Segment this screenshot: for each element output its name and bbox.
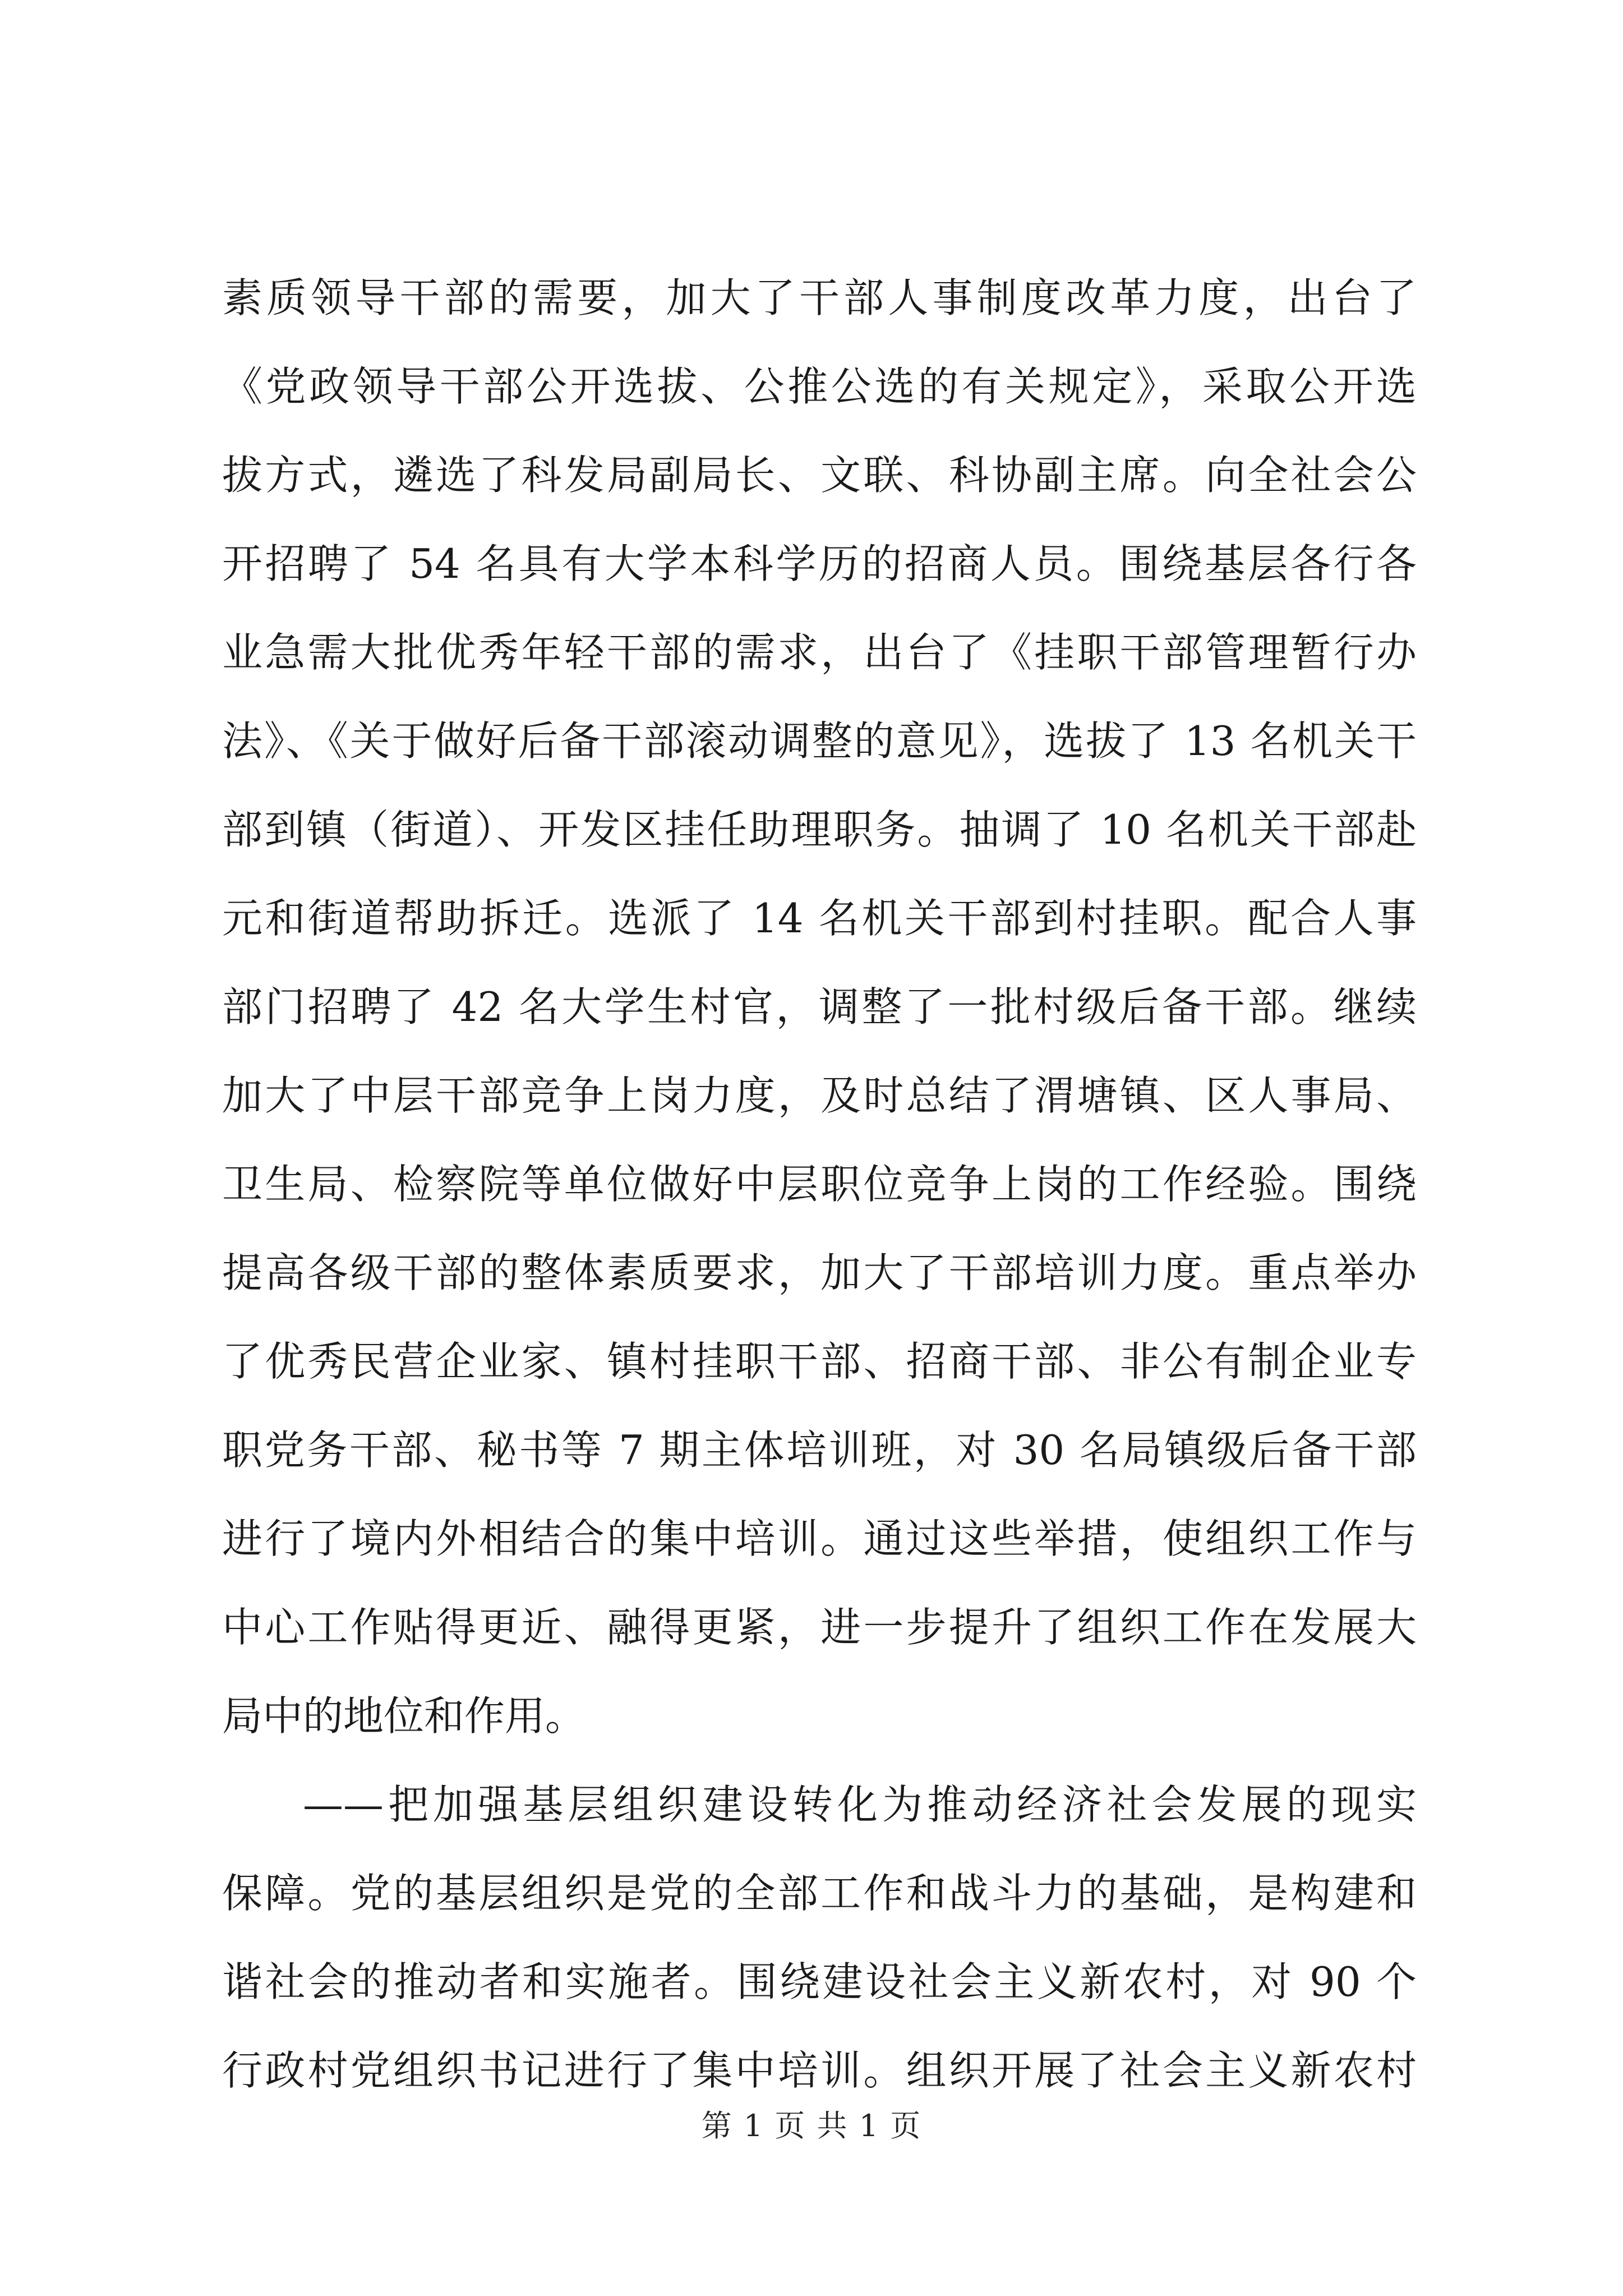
text-line: 《党政领导干部公开选拔、公推公选的有关规定》，采取公开选 [222,363,1417,410]
text-line: 保障。党的基层组织是党的全部工作和战斗力的基础，是构建和 [222,1870,1417,1917]
text-line: 元和街道帮助拆迁。选派了 14 名机关干部到村挂职。配合人事 [222,895,1417,942]
paragraph-2 [222,1760,1417,2115]
text-line: 素质领导干部的需要，加大了干部人事制度改革力度，出台了 [222,274,1417,321]
text-line: 中心工作贴得更近、融得更紧，进一步提升了组织工作在发展大 [222,1604,1417,1651]
text-line: 提高各级干部的整体素质要求，加大了干部培训力度。重点举办 [222,1249,1417,1296]
text-line: 拔方式，遴选了科发局副局长、文联、科协副主席。向全社会公 [222,452,1417,499]
text-line: 部门招聘了 42 名大学生村官，调整了一批村级后备干部。继续 [222,983,1417,1030]
text-line: 了优秀民营企业家、镇村挂职干部、招商干部、非公有制企业专 [222,1338,1417,1385]
text-line: 业急需大批优秀年轻干部的需求，出台了《挂职干部管理暂行办 [222,629,1417,676]
text-line: 进行了境内外相结合的集中培训。通过这些举措，使组织工作与 [222,1515,1417,1562]
page-number-footer: 第 1 页 共 1 页 [701,2108,922,2143]
text-line: 谐社会的推动者和实施者。围绕建设社会主义新农村，对 90 个 [222,1958,1417,2005]
text-line: 部到镇（街道）、开发区挂任助理职务。抽调了 10 名机关干部赴 [222,806,1417,853]
text-line: ——把加强基层组织建设转化为推动经济社会发展的现实 [303,1781,1417,1828]
text-line: 加大了中层干部竞争上岗力度，及时总结了渭塘镇、区人事局、 [222,1072,1417,1119]
text-line: 卫生局、检察院等单位做好中层职位竞争上岗的工作经验。围绕 [222,1161,1417,1208]
body-text [222,254,1417,2115]
text-line: 职党务干部、秘书等 7 期主体培训班，对 30 名局镇级后备干部 [222,1427,1417,1474]
text-line: 法》、《关于做好后备干部滚动调整的意见》，选拔了 13 名机关干 [222,717,1417,765]
text-line: 行政村党组织书记进行了集中培训。组织开展了社会主义新农村 [222,2047,1417,2094]
text-line: 开招聘了 54 名具有大学本科学历的招商人员。围绕基层各行各 [222,540,1417,587]
text-line: 局中的地位和作用。 [222,1692,586,1740]
paragraph-1 [222,254,1417,1760]
